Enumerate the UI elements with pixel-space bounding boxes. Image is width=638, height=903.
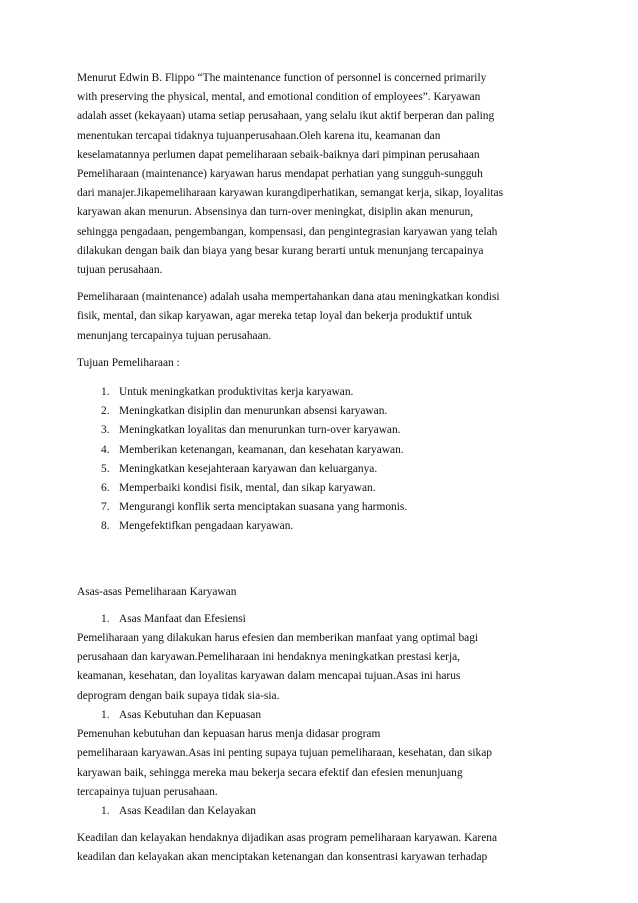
list-text: Meningkatkan disiplin dan menurunkan absensi karyawan. — [119, 405, 388, 418]
text-line: dilakukan dengan baik dan biaya yang besar kurang berarti untuk menunjang tercapainya — [77, 244, 484, 257]
list-item — [77, 479, 567, 498]
list-number: 1. — [101, 708, 110, 721]
list-item — [77, 402, 567, 421]
tujuan-list — [77, 383, 567, 537]
text-line: tercapainya tujuan perusahaan. — [77, 785, 218, 798]
text-line: deprogram dengan baik supaya tidak sia-sia. — [77, 689, 280, 702]
list-text: Mengurangi konflik serta menciptakan suasana yang harmonis. — [119, 501, 408, 514]
list-item — [77, 517, 567, 536]
list-item — [77, 498, 567, 517]
text-line: karyawan akan menurun. Absensinya dan turn-over meningkat, disiplin akan menurun, — [77, 206, 474, 219]
text-line: sehingga pengadaan, pengembangan, kompensasi, dan pengintegrasian karyawan yang telah — [77, 225, 498, 238]
list-text: Memberikan ketenangan, keamanan, dan kesehatan karyawan. — [119, 443, 404, 456]
text-line: Pemeliharaan (maintenance) karyawan harus mendapat perhatian yang sungguh-sungguh — [77, 168, 483, 181]
text-line: Pemenuhan kebutuhan dan kepuasan harus menja didasar program — [77, 728, 381, 741]
list-number: 1. — [101, 804, 110, 817]
text-line: keadilan dan kelayakan akan menciptakan ketenangan dan konsentrasi karyawan terhadap — [77, 851, 488, 864]
text-line: Pemeliharaan (maintenance) adalah usaha mempertahankan dana atau meningkatkan kondisi — [77, 291, 500, 304]
asas-title: Asas Manfaat dan Efesiensi — [119, 612, 246, 625]
paragraph-definition — [77, 288, 567, 346]
list-text: Mengefektifkan pengadaan karyawan. — [119, 520, 294, 533]
text-line: dari manajer.Jikapemeliharaan karyawan kurangdiperhatikan, semangat kerja, sikap, loyalitas — [77, 187, 504, 200]
text-line: adalah asset (kekayaan) utama setiap perusahaan, yang selalu ikut aktif berperan dan paling — [77, 110, 495, 123]
text-line: karyawan baik, sehingga mereka mau bekerja secara efektif dan efesien menunjuang — [77, 766, 463, 779]
asas-kebutuhan-heading — [77, 706, 567, 725]
text-line: perusahaan dan karyawan.Pemeliharaan ini hendaknya meningkatkan prestasi kerja, — [77, 651, 461, 664]
asas-kebutuhan-body — [77, 725, 567, 802]
text-line: menentukan tercapai tidaknya tujuanperusahaan.Oleh karena itu, keamanan dan — [77, 129, 441, 142]
paragraph-intro — [77, 69, 567, 280]
text-line: pemeliharaan karyawan.Asas ini penting supaya tujuan pemeliharaan, kesehatan, dan sikap — [77, 747, 492, 760]
text-line: keselamatannya perlumen dapat pemeliharaan sebaik-baiknya dari pimpinan perusahaan — [77, 148, 480, 161]
list-item — [77, 421, 567, 440]
asas-heading: Asas-asas Pemeliharaan Karyawan — [77, 585, 237, 598]
document-body — [77, 69, 567, 868]
list-number: 4. — [101, 443, 110, 456]
list-text: Memperbaiki kondisi fisik, mental, dan sikap karyawan. — [119, 482, 376, 495]
list-text: Meningkatkan loyalitas dan menurunkan turn-over karyawan. — [119, 424, 401, 437]
list-item — [77, 383, 567, 402]
text-line: Keadilan dan kelayakan hendaknya dijadikan asas program pemeliharaan karyawan. Karena — [77, 832, 497, 845]
text-line: menunjang tercapainya tujuan perusahaan. — [77, 329, 272, 342]
list-number: 8. — [101, 520, 110, 533]
list-number: 3. — [101, 424, 110, 437]
asas-title: Asas Keadilan dan Kelayakan — [119, 804, 256, 817]
list-number: 2. — [101, 405, 110, 418]
text-line: tujuan perusahaan. — [77, 264, 163, 277]
asas-manfaat-body — [77, 629, 567, 706]
text-line: fisik, mental, dan sikap karyawan, agar mereka tetap loyal dan bekerja produktif untuk — [77, 310, 473, 323]
list-item — [77, 441, 567, 460]
tujuan-heading: Tujuan Pemeliharaan : — [77, 356, 180, 369]
asas-keadilan-heading — [77, 802, 567, 821]
asas-title: Asas Kebutuhan dan Kepuasan — [119, 708, 262, 721]
paragraph-keadilan — [77, 829, 567, 867]
list-number: 1. — [101, 612, 110, 625]
list-number: 7. — [101, 501, 110, 514]
list-item — [77, 460, 567, 479]
list-number: 5. — [101, 462, 110, 475]
list-number: 6. — [101, 482, 110, 495]
list-text: Untuk meningkatkan produktivitas kerja karyawan. — [119, 386, 354, 399]
asas-manfaat-heading — [77, 610, 567, 629]
text-line: Pemeliharaan yang dilakukan harus efesien dan memberikan manfaat yang optimal bagi — [77, 632, 479, 645]
text-line: keamanan, kesehatan, dan loyalitas karyawan dalam mencapai tujuan.Asas ini harus — [77, 670, 461, 683]
list-number: 1. — [101, 386, 110, 399]
text-line: with preserving the physical, mental, and emotional condition of employees”. Karyawan — [77, 91, 481, 104]
text-line: Menurut Edwin B. Flippo “The maintenance function of personnel is concerned primarily — [77, 72, 487, 84]
list-text: Meningkatkan kesejahteraan karyawan dan keluarganya. — [119, 462, 378, 475]
